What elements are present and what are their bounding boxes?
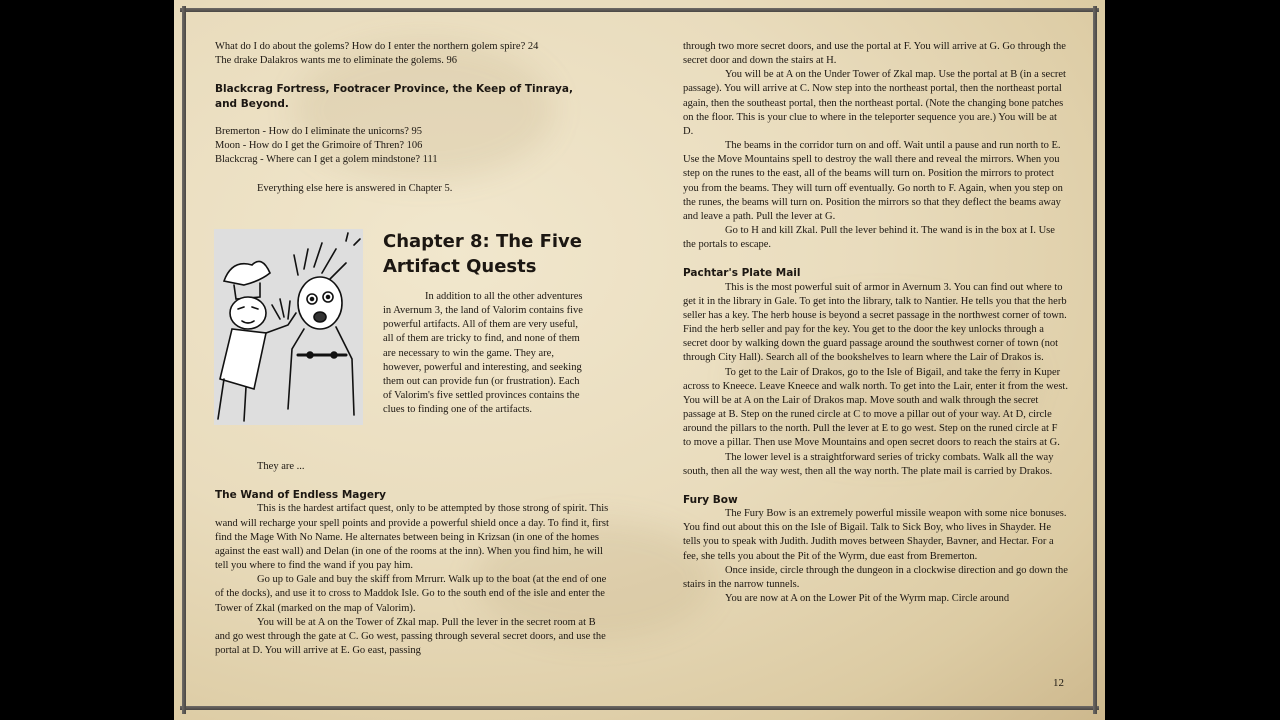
intro-paragraph: In addition to all the other adventures in Avernum 3, the land of Valorim contains five powerful artifacts. All of them are very useful, all of them are tricky to find, and none of them are necessary to win the game. They are, however, powerful and interesting, and seeking them out can provide fun (or frustration). Each of Valorim's five settled provinces contains the clues to finding one of the artifacts. (383, 291, 583, 416)
body-paragraph: The lower level is a straightforward series of tricky combats. Walk all the way south, then all the way west, then all the way north. The plate mail is carried by Drakos. (683, 451, 1054, 477)
fury-bow-heading: Fury Bow (683, 493, 738, 506)
body-paragraph: The beams in the corridor turn on and off. Wait until a pause and run north to E. Use the Move Mountains spell to destroy the wall there and reveal the mirrors. When you step on the runes to the east, all of the beams will turn on. Position the mirrors to protect you from the beams. They will turn off eventually. Go north to F. Again, when you step on the runes, the beams will turn on. Position the mirrors so that they deflect the beams away and leave a path. Pull the lever at G. (683, 140, 1063, 222)
chapter-title: Chapter 8: The Five Artifact Quests (383, 231, 582, 277)
toc-line: Bremerton - How do I eliminate the unicorns? 95 (215, 125, 423, 137)
body-paragraph: You are now at A on the Lower Pit of the Wyrm map. Circle around (725, 593, 1010, 605)
toc-line: What do I do about the golems? How do I enter the northern golem spire? 24 (215, 41, 539, 52)
toc-line: Moon - How do I get the Grimoire of Thren? 106 (215, 140, 423, 152)
toc-line: Blackcrag - Where can I get a golem mindstone? 111 (215, 154, 438, 166)
wand-heading: The Wand of Endless Magery (215, 489, 387, 502)
left-column (215, 40, 610, 196)
body-paragraph: The Fury Bow is an extremely powerful missile weapon with some nice bonuses. You find out about this on the Isle of Bigail. Talk to Sick Boy, who lives in Shayder. He tells you to speak with Judith. Judith moves between Shayder, Bavner, and Hectar. For a fee, she tells you about the Pit of the Wyrm, due east from Bremerton. (683, 508, 1067, 562)
manual-page (174, 0, 1105, 720)
they-are-text: They are ... (257, 461, 305, 472)
cartoon-adventurers-icon (214, 229, 363, 425)
left-column-lower (215, 460, 610, 658)
right-column (683, 40, 1068, 606)
page-number: 12 (1053, 677, 1064, 689)
frame-bottom (180, 706, 1099, 710)
body-paragraph: To get to the Lair of Drakos, go to the Isle of Bigail, and take the ferry in Kuper across to Kneece. Leave Kneece and walk north. To get into the Lair, enter it from the west. You will be at A on the Lair of Drakos map. Move south and walk through the secret passage at B. Step on the runed circle at C to move a pillar out of your way. At D, circle around the pillars to the north. Pull the lever at E to go west. Step on the runed circle at F to move a pillar. Then use Move Mountains and open secret doors to reach the stairs at G. (683, 366, 1068, 449)
toc-line: The drake Dalakros wants me to eliminate the golems. 96 (215, 55, 458, 67)
section-heading: Blackcrag Fortress, Footracer Province, the Keep of Tinraya, and Beyond. (215, 83, 573, 110)
toc-note: Everything else here is answered in Chapter 5. (257, 182, 453, 194)
body-paragraph: through two more secret doors, and use the portal at F. You will arrive at G. Go through the secret door and down the stairs at H. (683, 41, 1066, 67)
frame-top (180, 8, 1099, 12)
chapter-illustration (214, 229, 363, 425)
body-paragraph: Once inside, circle through the dungeon in a clockwise direction and go down the stairs in the narrow tunnels. (683, 564, 1068, 590)
body-paragraph: You will be at A on the Tower of Zkal map. Pull the lever in the secret room at B and go west through the gate at C. Go west, passing through several secret doors, and use the portal at D. You will arrive at E. Go east, passing (215, 616, 606, 657)
body-paragraph: You will be at A on the Under Tower of Zkal map. Use the portal at B (in a secret passage). You will arrive at C. Now step into the northeast portal, then the northeast portal again, then the southeast portal, then the northeast portal. (Note the changing bone patches on the floor. This is your clue to where in the teleporter sequence you are.) You will be at D. (683, 69, 1066, 137)
body-paragraph: This is the hardest artifact quest, only to be attempted by those strong of spirit. This wand will recharge your spell points and provide a powerful shield once a day. To find it, first find the Mage With No Name. He alternates between being in Krizsan (in one of the homes against the east wall) and Delan (in one of the rooms at the inn). When you find him, he will tell you where to find the wand if you pay him. (215, 503, 609, 572)
frame-left (182, 6, 186, 714)
frame-right (1093, 6, 1097, 714)
body-paragraph: This is the most powerful suit of armor in Avernum 3. You can find out where to get it in the library in Gale. To get into the library, talk to Nantier. He tells you that the herb seller has a key. The herb house is beyond a secret passage in the northwest corner of town. Find the herb seller and pay for the key. You get to the door the key unlocks through a secret door by walking down the guard passage around the southwest corner of town (not through City Hall). Search all of the bookshelves to learn where the Lair of Drakos is. (683, 281, 1067, 364)
plate-mail-heading: Pachtar's Plate Mail (683, 267, 801, 280)
body-paragraph: Go up to Gale and buy the skiff from Mrrurr. Walk up to the boat (at the end of one of the docks), and use it to cross to Maddok Isle. Go to the south end of the isle and enter the Tower of Zkal (marked on the map of Valorim). (215, 574, 607, 614)
body-paragraph: Go to H and kill Zkal. Pull the lever behind it. The wand is in the box at I. Use the portals to escape. (683, 225, 1055, 251)
